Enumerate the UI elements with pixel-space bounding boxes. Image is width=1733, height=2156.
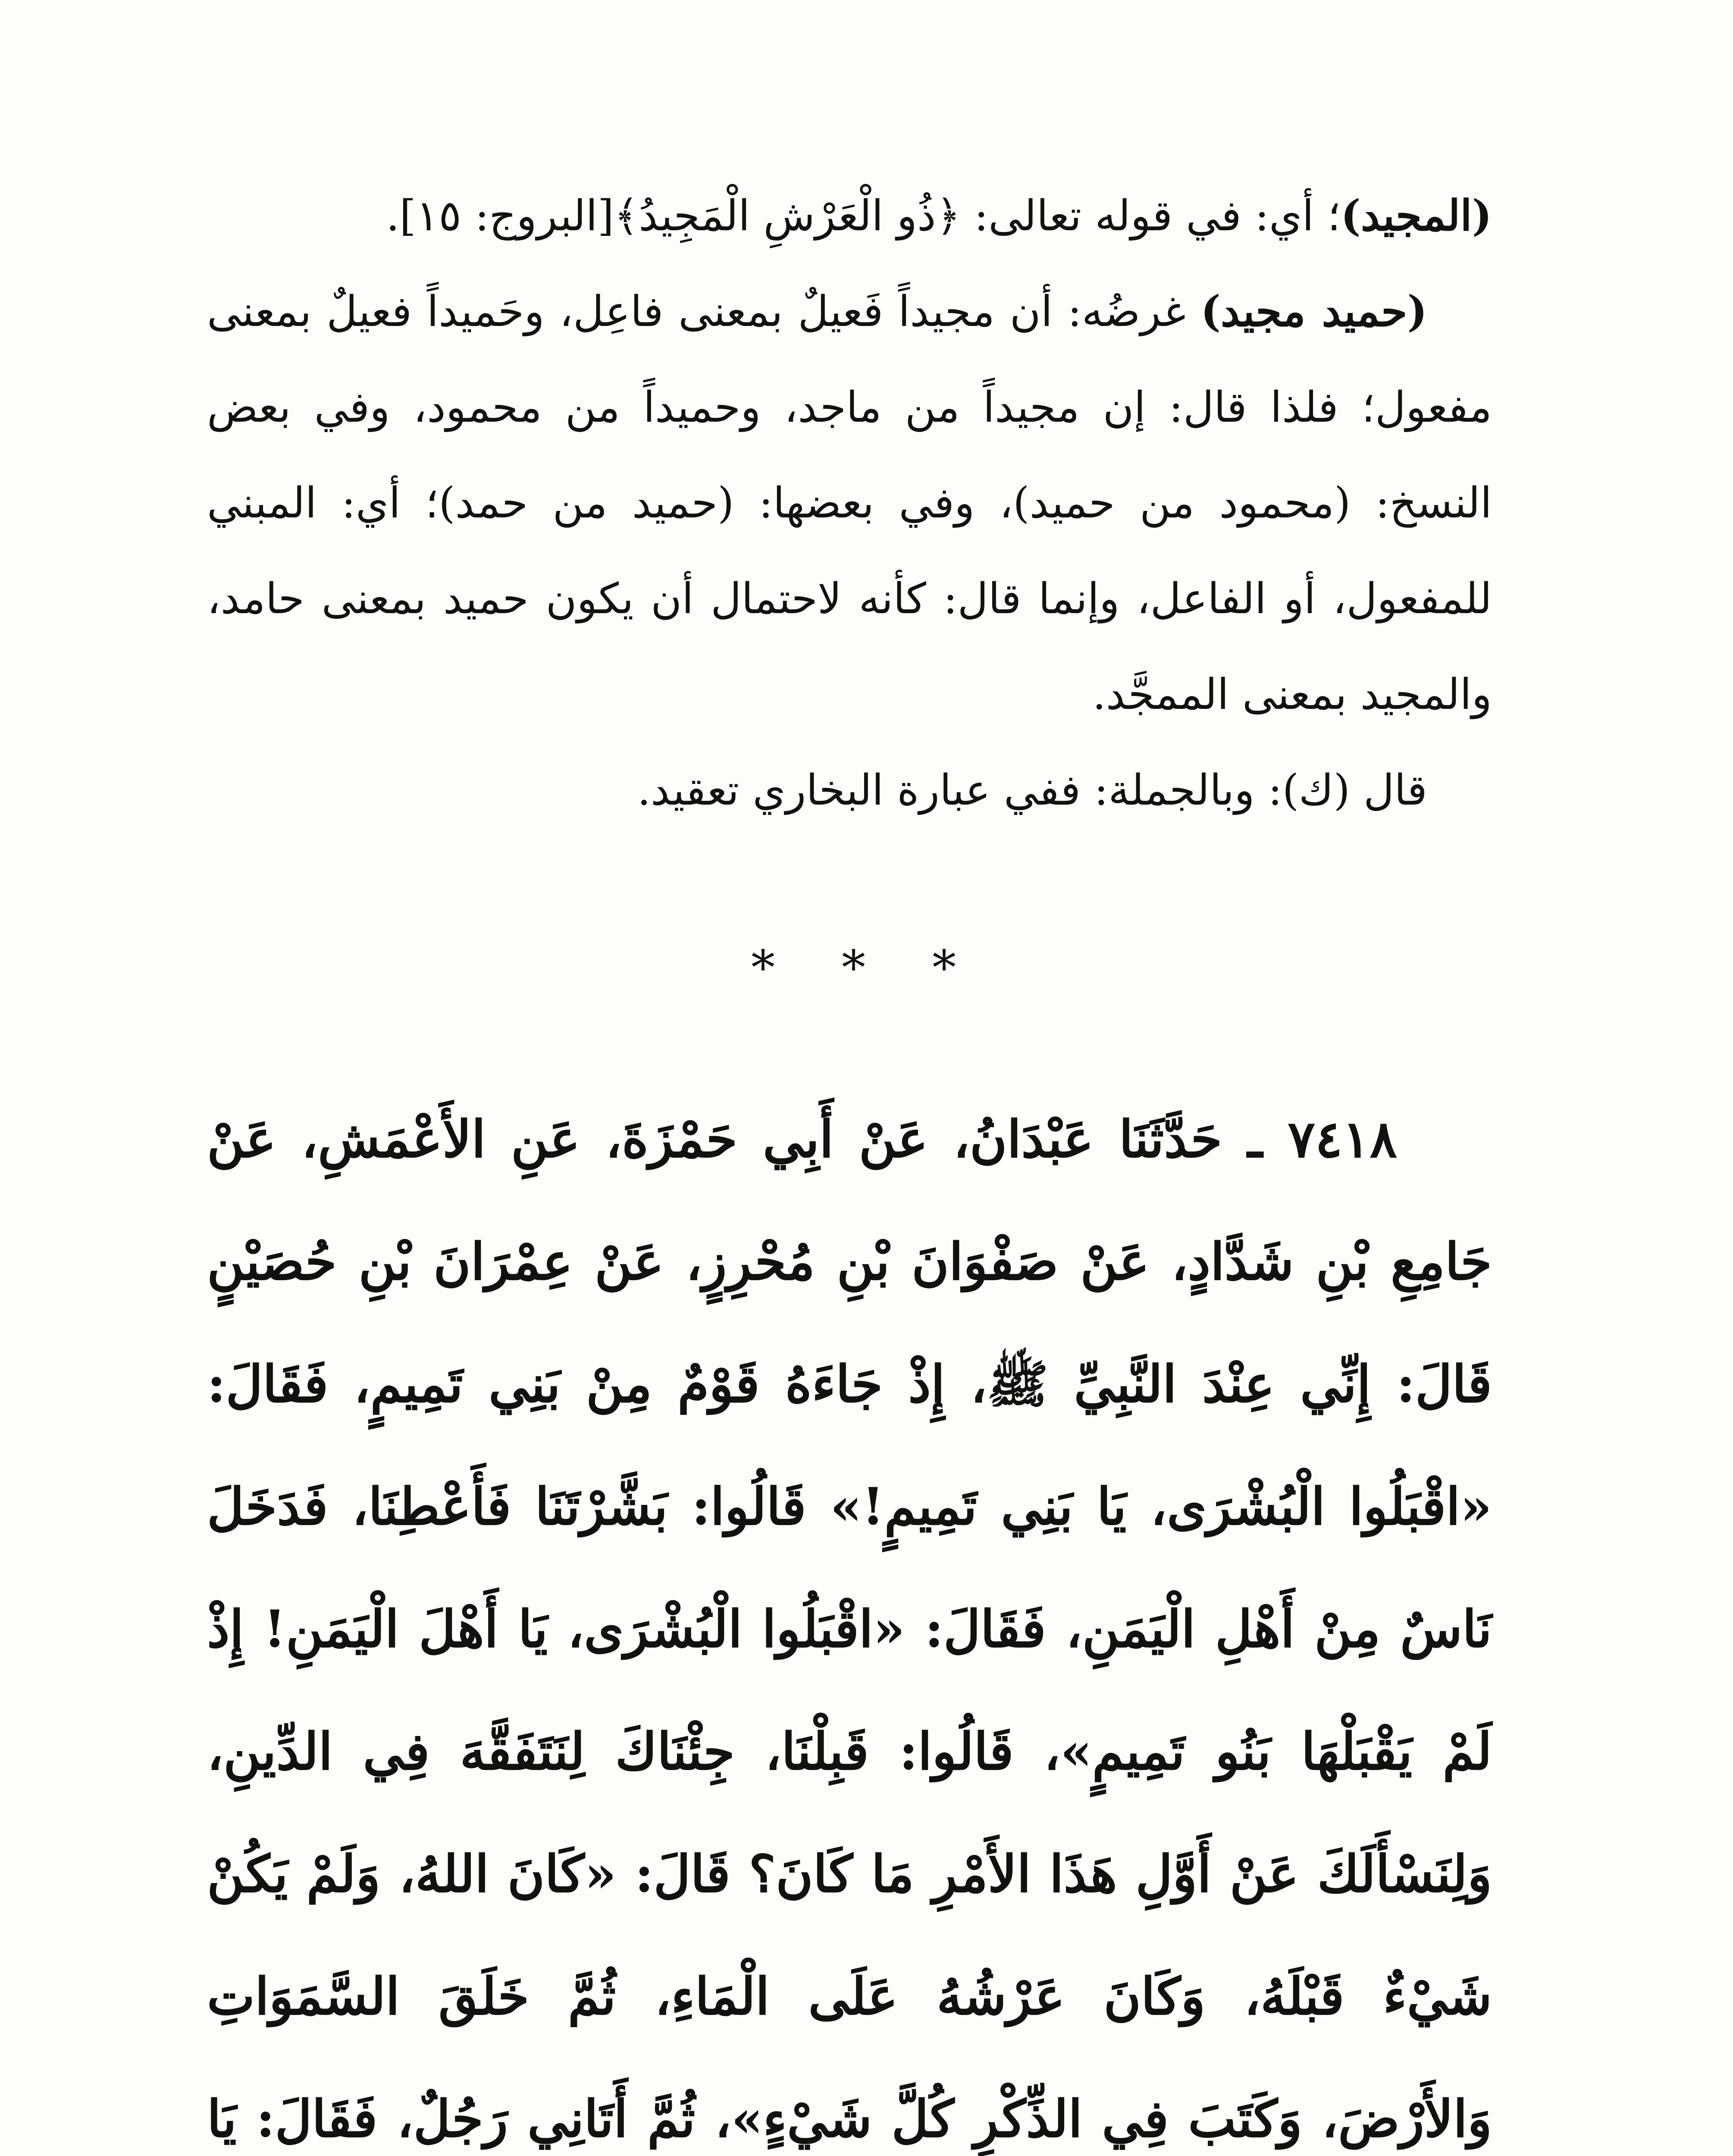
section-divider: * * * [751, 940, 982, 995]
commentary-paragraph-3: قال (ك): وبالجملة: ففي عبارة البخاري تعقيد. [637, 766, 1427, 815]
commentary-term-majid: (المجيد) [1341, 191, 1492, 241]
commentary-text-2: غرضُه: أن مجيداً فَعيلٌ بمعنى فاعِل، وحَميداً فعيلٌ بمعنى مفعول؛ فلذا قال: إن مجيداً من ماجد، وحميداً من محمود، وفي بعض النسخ: (محمود من حميد)، وفي بعضها: (حميد من حمد)؛ أي: المبني للمفعول، أو الفاعل، وإنما قال: كأنه لاحتمال أن يكون حميد بمعنى حامد، والمجيد بمعنى الممجَّد. [207, 287, 1492, 719]
commentary-text-1: ؛ أي: في قوله تعالى: ﴿ذُو الْعَرْشِ الْمَجِيدُ﴾[البروج: ١٥]. [386, 191, 1341, 241]
commentary-paragraph-2 [207, 264, 1492, 743]
commentary-section [207, 168, 1492, 838]
commentary-paragraph-1 [207, 168, 1492, 264]
hadith-text: ٧٤١٨ ـ حَدَّثَنَا عَبْدَانُ، عَنْ أَبِي حَمْزَةَ، عَنِ الأَعْمَشِ، عَنْ جَامِعِ بْنِ شَدَّادٍ، عَنْ صَفْوَانَ بْنِ مُحْرِزٍ، عَنْ عِمْرَانَ بْنِ حُصَيْنٍ قَالَ: إِنِّي عِنْدَ النَّبِيِّ ﷺ، إِذْ جَاءَهُ قَوْمٌ مِنْ بَنِي تَمِيمٍ، فَقَالَ: «اقْبَلُوا الْبُشْرَى، يَا بَنِي تَمِيمٍ!» قَالُوا: بَشَّرْتَنَا فَأَعْطِنَا، فَدَخَلَ نَاسٌ مِنْ أَهْلِ الْيَمَنِ، فَقَالَ: «اقْبَلُوا الْبُشْرَى، يَا أَهْلَ الْيَمَنِ! إِذْ لَمْ يَقْبَلْهَا بَنُو تَمِيمٍ»، قَالُوا: قَبِلْنَا، جِئْنَاكَ لِنَتَفَقَّهَ فِي الدِّينِ، وَلِنَسْأَلَكَ عَنْ أَوَّلِ هَذَا الأَمْرِ مَا كَانَ؟ قَالَ: «كَانَ اللهُ، وَلَمْ يَكُنْ شَيْءٌ قَبْلَهُ، وَكَانَ عَرْشُهُ عَلَى الْمَاءِ، ثُمَّ خَلَقَ السَّمَوَاتِ وَالأَرْضَ، وَكَتَبَ فِي الذِّكْرِ كُلَّ شَيْءٍ»، ثُمَّ أَتَانِي رَجُلٌ، فَقَالَ: يَا [207, 1109, 1492, 2149]
hadith-section [207, 1078, 1492, 2156]
commentary-term-hamid-majid: (حميد مجيد) [1200, 287, 1428, 336]
